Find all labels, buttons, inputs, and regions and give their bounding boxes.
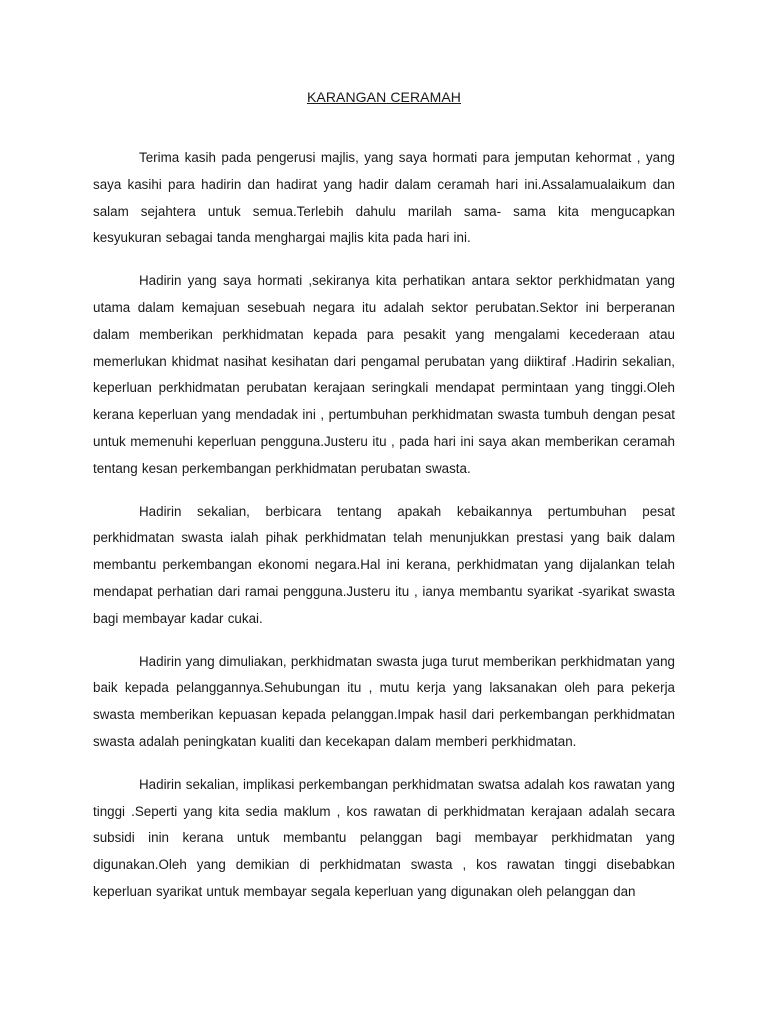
document-body [93, 145, 675, 922]
paragraph-5: Hadirin sekalian, implikasi perkembangan perkhidmatan swatsa adalah kos rawatan yang tinggi .Seperti yang kita sedia maklum , kos rawatan di perkhidmatan kerajaan adalah secara subsidi inin kerana untuk membantu pelanggan bagi membayar perkhidmatan yang digunakan.Oleh yang demikian di perkhidmatan swasta , kos rawatan tinggi disebabkan keperluan syarikat untuk membayar segala keperluan yang digunakan oleh pelanggan dan [93, 776, 675, 899]
paragraph-1: Terima kasih pada pengerusi majlis, yang saya hormati para jemputan kehormat , yang saya kasihi para hadirin dan hadirat yang hadir dalam ceramah hari ini.Assalamualaikum dan salam sejahtera untuk semua.Terlebih dahulu marilah sama- sama kita mengucapkan kesyukuran sebagai tanda menghargai majlis kita pada hari ini. [93, 150, 675, 246]
paragraph-2: Hadirin yang saya hormati ,sekiranya kita perhatikan antara sektor perkhidmatan yang utama dalam kemajuan sesebuah negara itu adalah sektor perubatan.Sektor ini berperanan dalam memberikan perkhidmatan kepada para pesakit yang mengalami kecederaan atau memerlukan khidmat nasihat kesihatan dari pengamal perubatan yang diiktiraf .Hadirin sekalian, keperluan perkhidmatan perubatan kerajaan seringkali mendapat permintaan yang tinggi.Oleh kerana keperluan yang mendadak ini , pertumbuhan perkhidmatan swasta tumbuh dengan pesat untuk memenuhi keperluan pengguna.Justeru itu , pada hari ini saya akan memberikan ceramah tentang kesan perkembangan perkhidmatan perubatan swasta. [93, 273, 675, 476]
paragraph-3: Hadirin sekalian, berbicara tentang apakah kebaikannya pertumbuhan pesat perkhidmatan swasta ialah pihak perkhidmatan telah menunjukkan prestasi yang baik dalam membantu perkembangan ekonomi negara.Hal ini kerana, perkhidmatan yang dijalankan telah mendapat perhatian dari ramai pengguna.Justeru itu , ianya membantu syarikat -syarikat swasta bagi membayar kadar cukai. [93, 503, 675, 626]
document-title: KARANGAN CERAMAH [306, 89, 462, 105]
paragraph-4: Hadirin yang dimuliakan, perkhidmatan swasta juga turut memberikan perkhidmatan yang baik kepada pelanggannya.Sehubungan itu , mutu kerja yang laksanakan oleh para pekerja swasta memberikan kepuasan kepada pelanggan.Impak hasil dari perkembangan perkhidmatan swasta adalah peningkatan kualiti dan kecekapan dalam memberi perkhidmatan. [93, 653, 675, 749]
